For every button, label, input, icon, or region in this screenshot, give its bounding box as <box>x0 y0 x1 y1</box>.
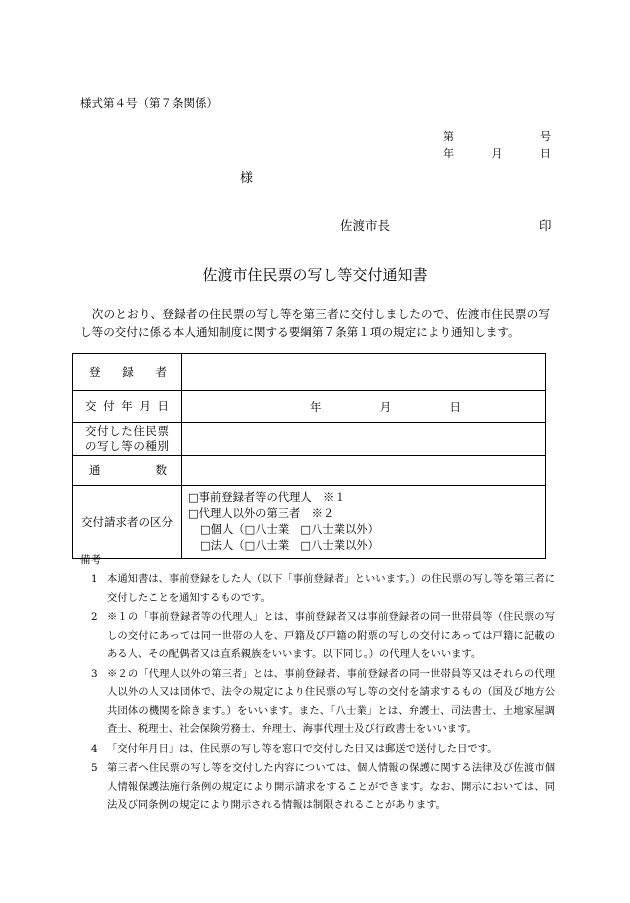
count-value <box>182 456 546 486</box>
type-label-line1: 交付した住民票 <box>85 424 169 438</box>
note-text: ※１の「事前登録者等の代理人」とは、事前登録者又は事前登録者の同一世帯員等（住民票の写しの交付にあっては同一世帯の人を、戸籍及び戸籍の附票の写しの交付にあっては戸籍に記載のある人、その配偶者又は直系親族をいいます。以下同じ。）の代理人をいいます。 <box>107 611 555 660</box>
note-item <box>85 608 555 664</box>
note-text: ※２の「代理人以外の第三者」とは、事前登録者、事前登録者の同一世帯員等又はそれらの代理人以外の人又は団体で、法令の規定により住民票の写し等の交付を請求するもの（国及び地方公共団体の機関を除きます。）をいいます。また、「八士業」とは、弁護士、司法書士、土地家屋調査士、税理士、社会保険労務士、弁理士、海事代理士及び行政書士をいいます。 <box>107 667 555 735</box>
note-text: 第三者へ住民票の写し等を交付した内容については、個人情報の保護に関する法律及び佐渡市個人情報保護法施行条例の規定により開示請求をすることができます。なお、開示においては、同法及び同条例の規定により開示される情報は制限されることがあります。 <box>107 762 555 811</box>
row-count <box>73 456 546 486</box>
document-type-value <box>182 423 546 456</box>
issue-date-value <box>182 391 546 423</box>
notification-table <box>72 353 546 559</box>
issue-year-unit: 年 <box>310 399 322 414</box>
type-label-line2: の写し等の種別 <box>85 439 169 453</box>
addressee-suffix: 様 <box>240 171 254 186</box>
form-number: 様式第４号（第７条関係） <box>80 96 218 110</box>
note-text: 本通知書は、事前登録をした人（以下「事前登録者」といいます。）の住民票の写し等を第三者に交付したことを通知するものです。 <box>107 573 555 604</box>
row-registrant <box>73 354 546 391</box>
intro-paragraph <box>80 305 550 341</box>
note-item <box>85 740 555 759</box>
number-prefix: 第 <box>443 130 454 143</box>
issue-month-unit: 月 <box>379 399 392 414</box>
note-item <box>85 759 555 815</box>
row-issue-date <box>73 391 546 423</box>
option-corporation[interactable]: □法人（□八士業 □八士業以外） <box>200 539 379 552</box>
intro-text: 次のとおり、登録者の住民票の写し等を第三者に交付しましたので、佐渡市住民票の写し等の交付に係る本人通知制度に関する要綱第７条第１項の規定により通知します。 <box>80 307 550 339</box>
note-item <box>85 570 555 607</box>
option-third-party[interactable]: □代理人以外の第三者 ※２ <box>188 507 335 520</box>
document-title: 佐渡市住民票の写し等交付通知書 <box>202 266 428 284</box>
category-label: 交付請求者の区分 <box>81 514 173 529</box>
note-number: 5 <box>91 762 98 774</box>
notes-heading: 備考 <box>80 554 101 566</box>
seal-mark: 印 <box>539 218 552 233</box>
document-number-row <box>443 128 551 144</box>
document-date-row <box>443 145 551 161</box>
issuer-name: 佐渡市長 <box>340 218 391 233</box>
note-number: 1 <box>91 573 98 585</box>
row-requester-category <box>73 486 546 559</box>
note-item <box>85 665 555 739</box>
notes-list <box>85 570 555 816</box>
option-designated-agent[interactable]: □事前登録者等の代理人 ※１ <box>188 491 346 504</box>
registrant-value <box>182 354 546 391</box>
note-number: 3 <box>91 667 98 680</box>
note-number: 4 <box>91 742 98 755</box>
note-number: 2 <box>91 611 98 623</box>
number-suffix: 号 <box>540 130 551 143</box>
date-month: 月 <box>491 147 503 160</box>
category-options <box>182 486 546 559</box>
registrant-label: 登 録 者 <box>89 364 167 379</box>
option-individual[interactable]: □個人（□八士業 □八士業以外） <box>200 523 379 536</box>
row-document-type <box>73 423 546 456</box>
count-label: 通 数 <box>89 463 167 477</box>
issue-day-unit: 日 <box>449 399 461 414</box>
date-year: 年 <box>443 147 454 160</box>
date-day: 日 <box>540 147 551 160</box>
note-text: 「交付年月日」は、住民票の写し等を窓口で交付した日又は郵送で送付した日です。 <box>107 742 498 755</box>
issue-date-label: 交付年月日 <box>85 399 169 413</box>
